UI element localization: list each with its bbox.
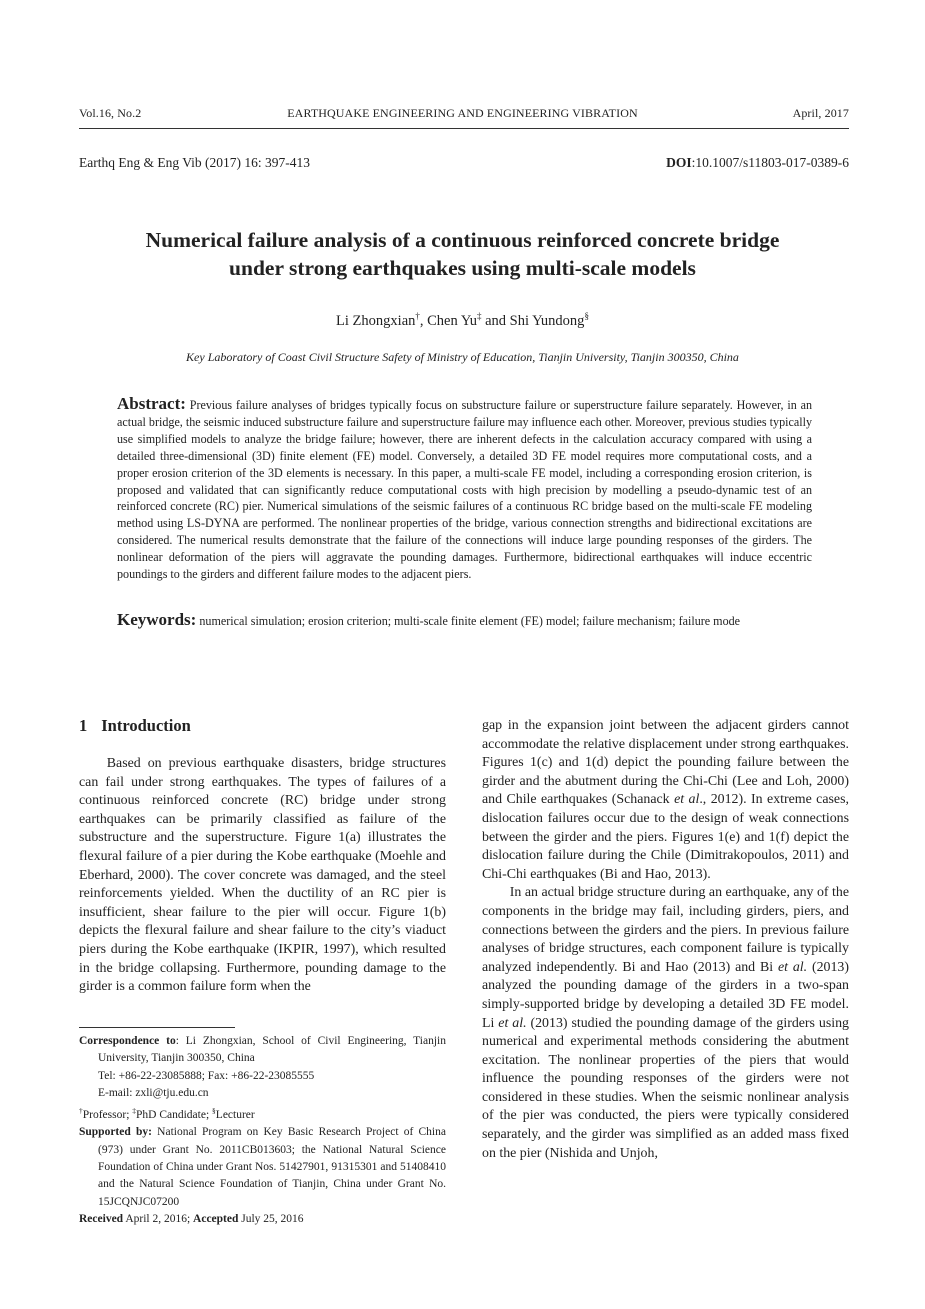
keywords-text: numerical simulation; erosion criterion; multi-scale finite element (FE) model; failure mechanism; failure mode <box>199 614 741 628</box>
section-heading <box>79 716 191 736</box>
received-label: Received <box>79 1212 124 1225</box>
author-sep-1: , <box>419 312 428 329</box>
author-roles <box>79 1102 446 1124</box>
citation-ref: Earthq Eng & Eng Vib (2017) 16: 397-413 <box>79 155 311 170</box>
accepted-label: Accepted <box>193 1212 239 1225</box>
doi-value: :10.1007/s11803-017-0389-6 <box>691 155 849 170</box>
right-p2-etal-1: et al. <box>777 959 808 975</box>
abstract-label: Abstract: <box>117 394 186 413</box>
footnote-rule <box>79 1027 235 1028</box>
paper-title-line1: Numerical failure analysis of a continuous reinforced concrete bridge <box>145 228 780 252</box>
author-2: Chen Yu <box>427 312 477 329</box>
role-mark-3: § <box>212 1106 216 1116</box>
right-p2-text-c: (2013) studied the pounding damage of the girders using numerical and experimental methods considering the abutment excitation. The nonlinear properties of the piers that would influence the pounding responses of the girders were not considered in these studies. When the seismic nonlinear analysis of the pier was conducted, the piers were typically considered separately, and the girder was simplified as an added mass fixed on the pier (Nishida and Unjoh, <box>482 1015 850 1161</box>
author-2-mark: ‡ <box>476 311 482 321</box>
abstract <box>117 396 812 583</box>
role-mark-2: ‡ <box>132 1106 137 1116</box>
left-column <box>79 755 446 997</box>
right-p1-text-a: gap in the expansion joint between the adjacent girders cannot accommodate the relative displacement under strong earthquakes. Figures 1(c) and 1(d) depict the pounding failure between the girder and the abutment during the Chi-Chi (Lee and Loh, 2000) and Chile earthquakes (Schanack <box>482 718 849 808</box>
author-3: Shi Yundong <box>509 312 585 329</box>
right-p2-text-b: (2013) analyzed the pounding damage of the girders in a two-span simply-supported bridge by developing a detailed 3D FE model. Li <box>482 959 849 1031</box>
keywords <box>117 612 812 630</box>
affiliation: Key Laboratory of Coast Civil Structure Safety of Ministry of Education, Tianjin University, Tianjin 300350, China <box>186 350 739 364</box>
telephone: Tel: +86-22-23085888; Fax: +86-22-23085555 <box>98 1069 315 1082</box>
right-p2-text-a: In an actual bridge structure during an earthquake, any of the components in the bridge may fail, including girders, piers, and connections between the girders and the piers. In previous failure analyses of bridge structures, each component failure is typically analyzed independently. Bi and Hao (2013) and Bi <box>482 885 849 975</box>
role-3: Lecturer <box>215 1109 255 1122</box>
correspondence-label: Correspondence to <box>79 1035 176 1047</box>
right-p1-etal: et al <box>674 792 700 808</box>
authors <box>0 311 925 330</box>
correspondence <box>79 1033 446 1068</box>
dates <box>79 1211 446 1228</box>
footnotes <box>79 1033 446 1228</box>
section-title: Introduction <box>101 716 191 735</box>
section-number: 1 <box>79 716 88 735</box>
header-volume: Vol.16, No.2 <box>79 106 142 120</box>
citation-doi[interactable] <box>666 155 849 171</box>
funding-label: Supported by: <box>79 1126 152 1139</box>
right-column <box>482 717 849 1163</box>
header-rule <box>79 128 849 129</box>
correspondence-text: : Li Zhongxian, School of Civil Engineering, Tianjin University, Tianjin 300350, China <box>98 1035 446 1065</box>
received-date: April 2, 2016; <box>123 1212 194 1225</box>
author-sep-2: and <box>481 312 510 329</box>
role-mark-1: † <box>79 1106 83 1116</box>
email[interactable]: E-mail: zxli@tju.edu.cn <box>98 1086 209 1099</box>
keywords-label: Keywords: <box>117 610 197 629</box>
doi-label: DOI <box>666 155 692 170</box>
role-2: PhD Candidate; <box>136 1109 213 1122</box>
author-1-mark: † <box>415 311 420 321</box>
right-p2-etal-2: et al. <box>498 1015 527 1031</box>
left-paragraph-1: Based on previous earthquake disasters, bridge structures can fail under strong earthquakes. The types of failures of a continuous reinforced concrete (RC) bridge under strong earthquakes can be primarily classified as failure of the substructure and the superstructure. Figure 1(a) illustrates the flexural failure of a pier during the Kobe earthquake (Moehle and Eberhard, 2000). The cover concrete was damaged, and the steel reinforcements yielded. When the ductility of an RC pier is insufficient, shear failure to the pier will occur. Figure 1(b) depicts the flexural failure and shear failure to the city’s viaduct piers during the Kobe earthquake (IKPIR, 1997), which resulted in the bridge collapsing. Furthermore, pounding damage to the girder is a common failure form when the <box>79 756 446 995</box>
accepted-date: July 25, 2016 <box>238 1212 304 1225</box>
role-1: Professor; <box>82 1109 133 1122</box>
abstract-text: Previous failure analyses of bridges typically focus on substructure failure or superstructure failure separately. However, in an actual bridge, the seismic induced substructure failure and superstructure failure may influence each other. Moreover, previous studies typically use simplified models to analyze the bridge failure; however, there are inherent defects in the calculation accuracy compared with using a detailed three-dimensional (3D) finite element (FE) model. Conversely, a detailed 3D FE model requires more computational costs, and a proper erosion criterion of the 3D elements is necessary. In this paper, a multi-scale FE model, including a corresponding erosion criterion, is proposed and validated that can significantly reduce computational costs with high precision by modelling a pseudo-dynamic test of an reinforced concrete (RC) pier. Numerical simulations of the seismic failures of a continuous RC bridge based on the multi-scale FE modeling method using LS-DYNA are performed. The nonlinear properties of the bridge, various connection strengths and bidirectional excitations are considered. The numerical results demonstrate that the failure of the connections will induce large pounding responses of the girders. The nonlinear deformation of the piers will aggravate the pounding damages. Furthermore, bidirectional earthquakes will induce eccentric poundings to the girders and different failure modes to the adjacent piers. <box>117 398 812 582</box>
right-p1-text-b: ., 2012). In extreme cases, dislocation failures occur due to the design of weak connections between the girder and the piers. Figures 1(e) and 1(f) depict the dislocation failure during the Chile (Dimitrakopoulos, 2011) and Chi-Chi earthquakes (Bi and Hao, 2013). <box>482 792 849 882</box>
funding-text: National Program on Key Basic Research Project of China (973) under Grant No. 2011CB013603; the National Natural Science Foundation of China under Grant Nos. 51427901, 91315301 and 51408410 and the Natural Science Foundation of Tianjin, China under Grant No. 15JCQNJC07200 <box>98 1126 446 1208</box>
right-paragraph-1 <box>482 717 849 884</box>
author-3-mark: § <box>584 311 589 321</box>
author-1: Li Zhongxian <box>336 312 416 329</box>
funding <box>79 1124 446 1210</box>
right-paragraph-2 <box>482 884 849 1163</box>
paper-title-line2: under strong earthquakes using multi-scale models <box>229 256 696 280</box>
header-journal: EARTHQUAKE ENGINEERING AND ENGINEERING VIBRATION <box>287 106 638 120</box>
header-date: April, 2017 <box>792 106 849 120</box>
